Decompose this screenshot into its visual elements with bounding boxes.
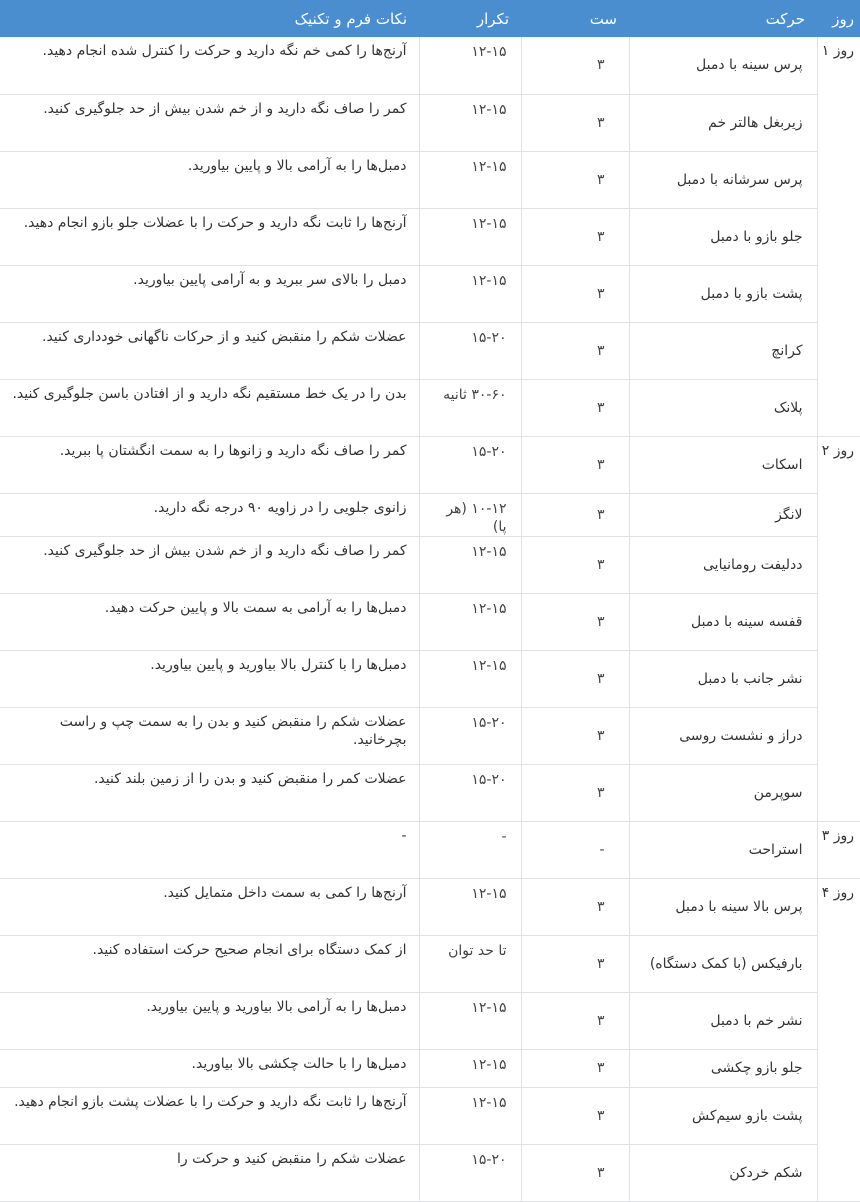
tips-cell: دمبل‌ها را با کنترل بالا بیاورید و پایین بیاورید. [0,650,419,707]
table-row [0,322,860,379]
movement-cell: ددلیفت رومانیایی [629,536,817,593]
table-row [0,208,860,265]
table-row [0,436,860,493]
movement-cell: نشر خم با دمبل [629,992,817,1049]
header-day: روز [832,9,854,28]
day-cell [817,493,860,536]
movement-cell: پرس سینه با دمبل [629,37,817,94]
day-cell [817,593,860,650]
sets-cell: ۳ [521,935,629,992]
day-cell: روز ۴ [817,878,860,935]
table-row [0,37,860,94]
sets-cell: ۳ [521,593,629,650]
table-row [0,764,860,821]
movement-cell: استراحت [629,821,817,878]
movement-cell: پشت بازو سیم‌کش [629,1087,817,1144]
movement-cell: پلانک [629,379,817,436]
sets-cell: ۳ [521,1144,629,1201]
tips-cell: آرنج‌ها را ثابت نگه دارید و حرکت را با عضلات جلو بازو انجام دهید. [0,208,419,265]
sets-cell: ۳ [521,322,629,379]
movement-cell: لانگز [629,493,817,536]
reps-cell: ۱۵-۲۰ [419,1144,521,1201]
reps-cell: ۳۰-۶۰ ثانیه [419,379,521,436]
movement-cell: قفسه سینه با دمبل [629,593,817,650]
table-row [0,593,860,650]
table-row [0,1087,860,1144]
day-cell: روز ۱ [817,37,860,94]
tips-cell: بدن را در یک خط مستقیم نگه دارید و از افتادن باسن جلوگیری کنید. [0,379,419,436]
sets-cell: ۳ [521,764,629,821]
sets-cell: ۳ [521,1087,629,1144]
day-cell [817,94,860,151]
header-tips: نکات فرم و تکنیک [294,9,407,28]
reps-cell: ۱۲-۱۵ [419,593,521,650]
reps-cell: تا حد توان [419,935,521,992]
tips-cell: عضلات شکم را منقبض کنید و حرکت را [0,1144,419,1201]
movement-cell: شکم خردکن [629,1144,817,1201]
table-row [0,707,860,764]
movement-cell: جلو بازو چکشی [629,1049,817,1087]
reps-cell: ۱۲-۱۵ [419,94,521,151]
reps-cell: ۱۵-۲۰ [419,764,521,821]
reps-cell: ۱۲-۱۵ [419,37,521,94]
sets-cell: ۳ [521,94,629,151]
day-cell [817,536,860,593]
header-row [0,0,860,37]
sets-cell: ۳ [521,379,629,436]
day-cell [817,1144,860,1201]
tips-cell: کمر را صاف نگه دارید و از خم شدن بیش از حد جلوگیری کنید. [0,536,419,593]
day-cell [817,208,860,265]
reps-cell: ۱۲-۱۵ [419,992,521,1049]
day-cell [817,935,860,992]
table-row [0,94,860,151]
movement-cell: اسکات [629,436,817,493]
tips-cell: آرنج‌ها را کمی به سمت داخل متمایل کنید. [0,878,419,935]
sets-cell: ۳ [521,151,629,208]
table-row [0,935,860,992]
day-cell [817,992,860,1049]
reps-cell: - [419,821,521,878]
tips-cell: آرنج‌ها را کمی خم نگه دارید و حرکت را کنترل شده انجام دهید. [0,37,419,94]
reps-cell: ۱۵-۲۰ [419,436,521,493]
movement-cell: پرس بالا سینه با دمبل [629,878,817,935]
reps-cell: ۱۲-۱۵ [419,208,521,265]
tips-cell: عضلات شکم را منقبض کنید و بدن را به سمت چپ و راست بچرخانید. [0,707,419,764]
sets-cell: ۳ [521,536,629,593]
movement-cell: پشت بازو با دمبل [629,265,817,322]
tips-cell: دمبل را بالای سر ببرید و به آرامی پایین بیاورید. [0,265,419,322]
day-cell: روز ۲ [817,436,860,493]
header-sets: ست [589,9,617,28]
tips-cell: - [0,821,419,878]
sets-cell: ۳ [521,878,629,935]
sets-cell: ۳ [521,493,629,536]
table-row [0,493,860,536]
day-cell [817,650,860,707]
sets-cell: ۳ [521,436,629,493]
table-row [0,878,860,935]
tips-cell: عضلات شکم را منقبض کنید و از حرکات ناگهانی خودداری کنید. [0,322,419,379]
reps-cell: ۱۰-۱۲ (هر پا) [419,493,521,536]
tips-cell: کمر را صاف نگه دارید و زانوها را به سمت انگشتان پا ببرید. [0,436,419,493]
day-cell: روز ۳ [817,821,860,878]
table-row [0,151,860,208]
reps-cell: ۱۵-۲۰ [419,707,521,764]
table-row [0,650,860,707]
reps-cell: ۱۲-۱۵ [419,536,521,593]
sets-cell: ۳ [521,37,629,94]
day-cell [817,265,860,322]
sets-cell: ۳ [521,208,629,265]
table-body [0,37,860,1201]
movement-cell: دراز و نشست روسی [629,707,817,764]
sets-cell: ۳ [521,650,629,707]
reps-cell: ۱۵-۲۰ [419,322,521,379]
movement-cell: جلو بازو با دمبل [629,208,817,265]
table-header [0,0,860,37]
reps-cell: ۱۲-۱۵ [419,650,521,707]
sets-cell: ۳ [521,1049,629,1087]
movement-cell: سوپرمن [629,764,817,821]
movement-cell: پرس سرشانه با دمبل [629,151,817,208]
sets-cell: - [521,821,629,878]
day-cell [817,707,860,764]
tips-cell: دمبل‌ها را به آرامی به سمت بالا و پایین حرکت دهید. [0,593,419,650]
table-row [0,536,860,593]
table-row [0,992,860,1049]
day-cell [817,1087,860,1144]
reps-cell: ۱۲-۱۵ [419,151,521,208]
sets-cell: ۳ [521,265,629,322]
header-movement: حرکت [765,9,805,28]
movement-cell: بارفیکس (با کمک دستگاه) [629,935,817,992]
movement-cell: زیربغل هالتر خم [629,94,817,151]
reps-cell: ۱۲-۱۵ [419,1049,521,1087]
tips-cell: عضلات کمر را منقبض کنید و بدن را از زمین بلند کنید. [0,764,419,821]
tips-cell: آرنج‌ها را ثابت نگه دارید و حرکت را با عضلات پشت بازو انجام دهید. [0,1087,419,1144]
sets-cell: ۳ [521,707,629,764]
tips-cell: از کمک دستگاه برای انجام صحیح حرکت استفاده کنید. [0,935,419,992]
table-row [0,265,860,322]
reps-cell: ۱۲-۱۵ [419,878,521,935]
day-cell [817,379,860,436]
tips-cell: کمر را صاف نگه دارید و از خم شدن بیش از حد جلوگیری کنید. [0,94,419,151]
day-cell [817,1049,860,1087]
tips-cell: دمبل‌ها را با حالت چکشی بالا بیاورید. [0,1049,419,1087]
table-row [0,1049,860,1087]
header-reps: تکرار [476,9,509,28]
movement-cell: نشر جانب با دمبل [629,650,817,707]
tips-cell: دمبل‌ها را به آرامی بالا و پایین بیاورید. [0,151,419,208]
day-cell [817,151,860,208]
reps-cell: ۱۲-۱۵ [419,265,521,322]
reps-cell: ۱۲-۱۵ [419,1087,521,1144]
day-cell [817,764,860,821]
tips-cell: زانوی جلویی را در زاویه ۹۰ درجه نگه دارید. [0,493,419,536]
table-row [0,1144,860,1201]
tips-cell: دمبل‌ها را به آرامی بالا بیاورید و پایین بیاورید. [0,992,419,1049]
sets-cell: ۳ [521,992,629,1049]
table-row [0,821,860,878]
day-cell [817,322,860,379]
movement-cell: کرانچ [629,322,817,379]
table-row [0,379,860,436]
